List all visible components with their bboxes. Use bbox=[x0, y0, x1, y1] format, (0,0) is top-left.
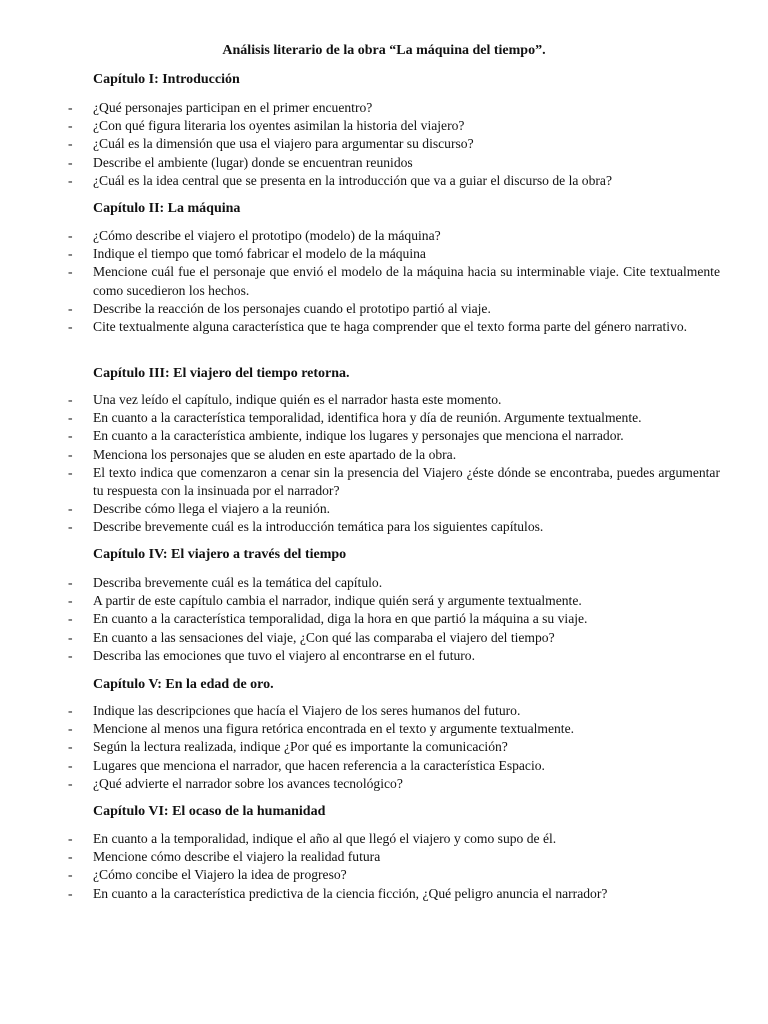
question-text: Cite textualmente alguna característica que te haga comprender que el texto forma parte del género narrativo. bbox=[93, 319, 688, 335]
question-text: En cuanto a la temporalidad, indique el año al que llegó el viajero y como supo de él. bbox=[93, 831, 557, 846]
question-text: Mencione cuál fue el personaje que envió el modelo de la máquina hacia su interminable viaje. Cite textualmente como sucedieron los hechos. bbox=[93, 264, 720, 298]
bullet-dash: - bbox=[68, 629, 73, 645]
question-text: En cuanto a la característica ambiente, indique los lugares y personajes que menciona el narrador. bbox=[93, 428, 624, 444]
list-item bbox=[0, 848, 768, 866]
question-text: Lugares que menciona el narrador, que hacen referencia a la característica Espacio. bbox=[93, 757, 545, 773]
bullet-dash: - bbox=[68, 428, 73, 444]
bullet-dash: - bbox=[68, 775, 73, 791]
list-item bbox=[0, 409, 768, 427]
question-text: ¿Qué personajes participan en el primer encuentro? bbox=[93, 100, 373, 115]
chapter-heading: Capítulo V: En la edad de oro. bbox=[93, 677, 274, 692]
question-list bbox=[0, 702, 768, 793]
question-text: ¿Cómo concibe el Viajero la idea de progreso? bbox=[93, 867, 347, 883]
list-item bbox=[0, 227, 768, 245]
bullet-dash: - bbox=[68, 501, 73, 517]
list-item bbox=[0, 318, 768, 336]
list-item bbox=[0, 154, 768, 172]
bullet-dash: - bbox=[68, 757, 73, 773]
bullet-dash: - bbox=[68, 831, 73, 846]
list-item bbox=[0, 263, 768, 299]
question-text: Una vez leído el capítulo, indique quién es el narrador hasta este momento. bbox=[93, 392, 502, 407]
bullet-dash: - bbox=[68, 264, 73, 280]
bullet-dash: - bbox=[68, 246, 73, 262]
list-item bbox=[0, 135, 768, 153]
list-item bbox=[0, 391, 768, 409]
question-text: Mencione al menos una figura retórica encontrada en el texto y argumente textualmente. bbox=[93, 721, 574, 737]
question-text: ¿Qué advierte el narrador sobre los avances tecnológico? bbox=[93, 775, 403, 791]
bullet-dash: - bbox=[68, 849, 73, 865]
question-text: Describe el ambiente (lugar) donde se encuentran reunidos bbox=[93, 154, 413, 170]
list-item bbox=[0, 775, 768, 793]
list-item bbox=[0, 518, 768, 536]
list-item bbox=[0, 117, 768, 135]
bullet-dash: - bbox=[68, 300, 73, 316]
list-item bbox=[0, 427, 768, 445]
list-item bbox=[0, 647, 768, 665]
question-text: El texto indica que comenzaron a cenar sin la presencia del Viajero ¿éste dónde se encontraba, puedes argumentar tu respuesta con la insinuada por el narrador? bbox=[93, 464, 720, 499]
list-item bbox=[0, 885, 768, 903]
bullet-dash: - bbox=[68, 154, 73, 170]
list-item bbox=[0, 738, 768, 756]
question-text: Indique el tiempo que tomó fabricar el modelo de la máquina bbox=[93, 246, 426, 262]
question-list bbox=[0, 99, 768, 190]
chapter-heading: Capítulo IV: El viajero a través del tiempo bbox=[93, 547, 347, 562]
list-item bbox=[0, 866, 768, 884]
question-text: ¿Cuál es la idea central que se presenta en la introducción que va a guiar el discurso de la obra? bbox=[93, 172, 612, 188]
question-text: En cuanto a la característica temporalidad, diga la hora en que partió la máquina a su viaje. bbox=[93, 611, 588, 627]
list-item bbox=[0, 757, 768, 775]
list-item bbox=[0, 99, 768, 117]
bullet-dash: - bbox=[68, 228, 73, 243]
bullet-dash: - bbox=[68, 392, 73, 407]
question-text: En cuanto a la característica predictiva de la ciencia ficción, ¿Qué peligro anuncia el narrador? bbox=[93, 885, 608, 901]
question-text: En cuanto a la característica temporalidad, identifica hora y día de reunión. Argumente textualmente. bbox=[93, 410, 642, 426]
list-item bbox=[0, 720, 768, 738]
bullet-dash: - bbox=[68, 319, 73, 335]
chapter-heading: Capítulo VI: El ocaso de la humanidad bbox=[93, 804, 326, 819]
chapter-heading: Capítulo III: El viajero del tiempo retorna. bbox=[93, 366, 350, 381]
question-text: Mencione cómo describe el viajero la realidad futura bbox=[93, 849, 381, 865]
question-text: En cuanto a las sensaciones del viaje, ¿Con qué las comparaba el viajero del tiempo? bbox=[93, 629, 555, 645]
question-text: ¿Cómo describe el viajero el prototipo (modelo) de la máquina? bbox=[93, 228, 441, 243]
list-item bbox=[0, 446, 768, 464]
question-list bbox=[0, 830, 768, 903]
question-text: Menciona los personajes que se aluden en este apartado de la obra. bbox=[93, 446, 457, 462]
list-item bbox=[0, 245, 768, 263]
question-text: Describe la reacción de los personajes cuando el prototipo partió al viaje. bbox=[93, 300, 491, 316]
bullet-dash: - bbox=[68, 647, 73, 663]
bullet-dash: - bbox=[68, 136, 73, 152]
bullet-dash: - bbox=[68, 172, 73, 188]
list-item bbox=[0, 830, 768, 848]
bullet-dash: - bbox=[68, 519, 73, 535]
question-text: ¿Con qué figura literaria los oyentes asimilan la historia del viajero? bbox=[93, 118, 465, 134]
bullet-dash: - bbox=[68, 593, 73, 609]
bullet-dash: - bbox=[68, 703, 73, 718]
question-text: Describe brevemente cuál es la introducción temática para los siguientes capítulos. bbox=[93, 519, 544, 535]
question-text: Describa brevemente cuál es la temática del capítulo. bbox=[93, 575, 383, 590]
document-title: Análisis literario de la obra “La máquina del tiempo”. bbox=[222, 43, 546, 58]
bullet-dash: - bbox=[68, 867, 73, 883]
bullet-dash: - bbox=[68, 721, 73, 737]
chapter-heading: Capítulo I: Introducción bbox=[93, 72, 240, 87]
question-text: Describa las emociones que tuvo el viajero al encontrarse en el futuro. bbox=[93, 647, 475, 663]
question-list bbox=[0, 574, 768, 665]
bullet-dash: - bbox=[68, 739, 73, 755]
list-item bbox=[0, 610, 768, 628]
list-item bbox=[0, 702, 768, 720]
bullet-dash: - bbox=[68, 885, 73, 901]
question-text: ¿Cuál es la dimensión que usa el viajero para argumentar su discurso? bbox=[93, 136, 474, 152]
list-item bbox=[0, 172, 768, 190]
bullet-dash: - bbox=[68, 611, 73, 627]
bullet-dash: - bbox=[68, 100, 73, 115]
question-text: Indique las descripciones que hacía el Viajero de los seres humanos del futuro. bbox=[93, 703, 521, 718]
bullet-dash: - bbox=[68, 446, 73, 462]
list-item bbox=[0, 574, 768, 592]
question-text: Describe cómo llega el viajero a la reunión. bbox=[93, 501, 331, 517]
chapter-heading: Capítulo II: La máquina bbox=[93, 201, 241, 216]
question-text: Según la lectura realizada, indique ¿Por qué es importante la comunicación? bbox=[93, 739, 508, 755]
question-text: A partir de este capítulo cambia el narrador, indique quién será y argumente textualmente. bbox=[93, 593, 582, 609]
bullet-dash: - bbox=[68, 410, 73, 426]
bullet-dash: - bbox=[68, 464, 73, 480]
list-item bbox=[0, 300, 768, 318]
question-list bbox=[0, 227, 768, 336]
question-list bbox=[0, 391, 768, 537]
list-item bbox=[0, 592, 768, 610]
list-item bbox=[0, 500, 768, 518]
bullet-dash: - bbox=[68, 118, 73, 134]
list-item bbox=[0, 629, 768, 647]
list-item bbox=[0, 464, 768, 500]
bullet-dash: - bbox=[68, 575, 73, 590]
